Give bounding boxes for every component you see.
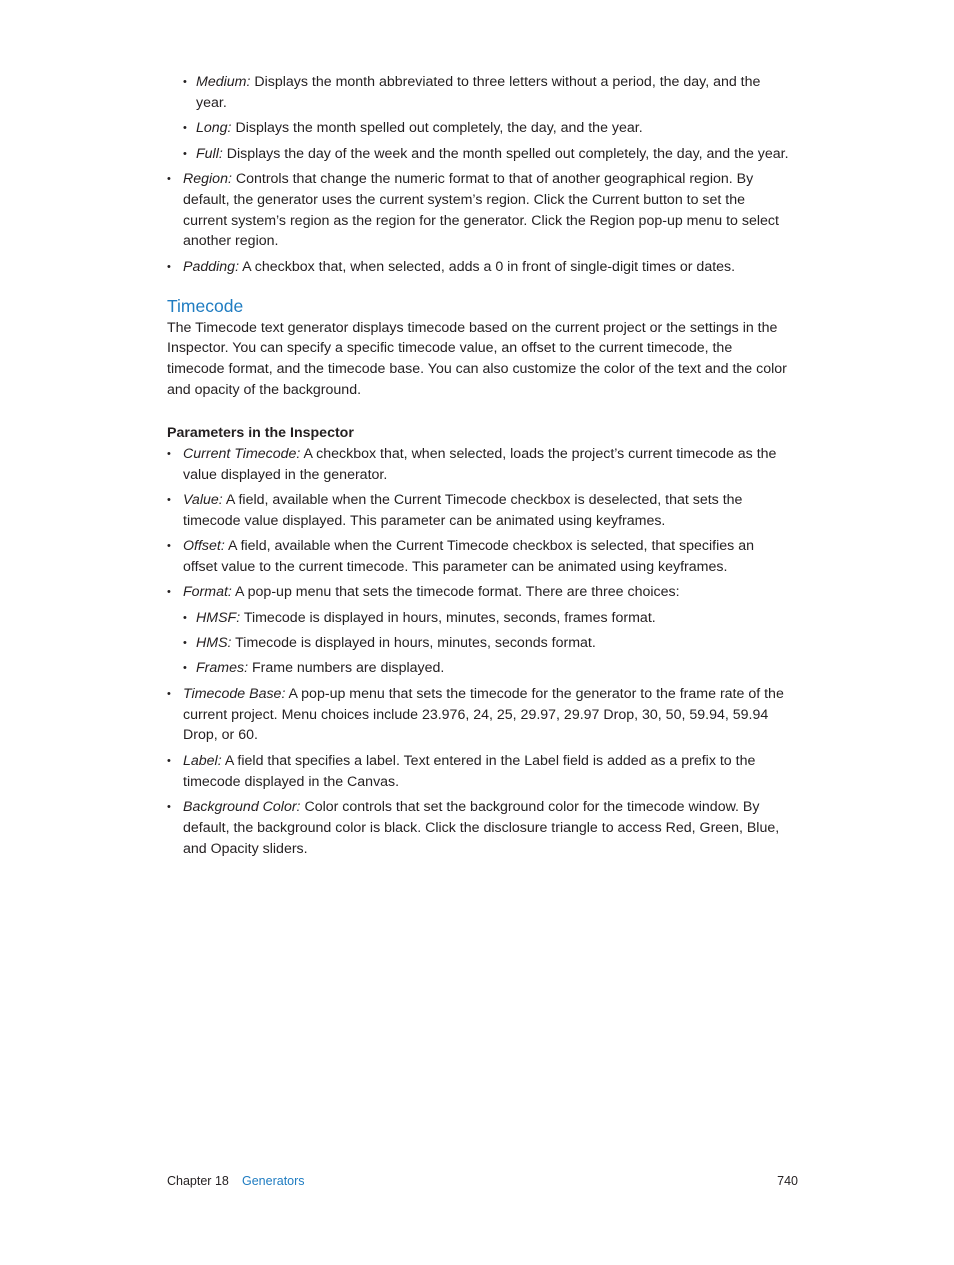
desc-background-color: Color controls that set the background color for the timecode window. By default, the background color is black. Click the disclosure triangle to access Red, Green, Blue, and Opacity sliders. (183, 799, 780, 857)
term-current-timecode: Current Timecode: (183, 445, 301, 462)
term-full: Full: (196, 145, 223, 162)
list-item-value (167, 490, 792, 532)
desc-format: A pop-up menu that sets the timecode format. There are three choices: (231, 584, 680, 601)
desc-value: A field, available when the Current Timecode checkbox is deselected, that sets the timecode value displayed. This parameter can be animated using keyframes. (183, 491, 743, 529)
term-frames: Frames: (196, 660, 249, 677)
list-item-label (167, 751, 792, 793)
list-item-offset (167, 536, 792, 578)
desc-label: A field that specifies a label. Text entered in the Label field is added as a prefix to the timecode displayed in the Canvas. (183, 752, 756, 790)
desc-long: Displays the month spelled out completely, the day, and the year. (231, 120, 643, 137)
list-item-padding (167, 257, 792, 278)
list-item-long (167, 118, 792, 139)
list-item-format (167, 582, 792, 603)
desc-timecode-base: A pop-up menu that sets the timecode for the generator to the frame rate of the current project. Menu choices include 23.976, 24, 25, 29.97, 29.97 Drop, 30, 50, 59.94, 59.94 Drop, or 60. (183, 685, 784, 744)
term-hmsf: HMSF: (196, 609, 241, 626)
desc-hms: Timecode is displayed in hours, minutes, seconds format. (231, 635, 596, 652)
footer-page-number: 740 (777, 1174, 798, 1188)
term-long: Long: (196, 120, 232, 137)
term-offset: Offset: (183, 538, 225, 555)
term-value: Value: (183, 491, 223, 508)
desc-frames: Frame numbers are displayed. (248, 660, 445, 677)
term-format: Format: (183, 584, 232, 601)
desc-medium: Displays the month abbreviated to three letters without a period, the day, and the year. (196, 74, 761, 111)
desc-current-timecode: A checkbox that, when selected, loads the project’s current timecode as the value displayed in the generator. (183, 445, 777, 483)
list-item-background-color (167, 797, 792, 859)
page-content (167, 72, 792, 864)
date-params-list (167, 169, 792, 278)
list-item-timecode-base (167, 684, 792, 746)
term-region: Region: (183, 170, 232, 187)
format-choices-list (167, 608, 792, 680)
subheading: Parameters in the Inspector (167, 424, 354, 441)
desc-offset: A field, available when the Current Timecode checkbox is selected, that specifies an offset value to the current timecode. This parameter can be animated using keyframes. (183, 538, 754, 575)
desc-full: Displays the day of the week and the month spelled out completely, the day, and the year. (222, 145, 789, 162)
list-item-full (167, 144, 792, 165)
list-item-hms (167, 633, 792, 654)
list-item-hmsf (167, 608, 792, 629)
inspector-params-list (167, 444, 792, 603)
desc-padding: A checkbox that, when selected, adds a 0 in front of single-digit times or dates. (239, 258, 736, 275)
inspector-params-list-continued (167, 684, 792, 860)
footer-chapter: Chapter 18 (167, 1174, 229, 1188)
date-format-list (167, 72, 792, 164)
term-background-color: Background Color: (183, 799, 301, 816)
list-item-region (167, 169, 792, 252)
term-label: Label: (183, 752, 222, 769)
section-intro: The Timecode text generator displays timecode based on the current project or the settings in the Inspector. You can specify a specific timecode value, an offset to the current timecode, the timecode format, and the timecode base. You can also customize the color of the text and the color and opacity of the background. (167, 319, 787, 398)
desc-region: Controls that change the numeric format to that of another geographical region. By default, the generator uses the current system’s region. Click the Current button to set the current system’s region as the region for the generator. Click the Region pop-up menu to select another region. (183, 170, 779, 250)
list-item-frames (167, 658, 792, 679)
desc-hmsf: Timecode is displayed in hours, minutes, seconds, frames format. (240, 609, 656, 626)
term-timecode-base: Timecode Base: (183, 685, 286, 702)
term-hms: HMS: (196, 635, 232, 652)
list-item-current-timecode (167, 444, 792, 486)
footer-section-link[interactable]: Generators (242, 1174, 305, 1188)
term-padding: Padding: (183, 258, 240, 275)
section-heading: Timecode (167, 295, 244, 316)
list-item-medium (167, 72, 792, 114)
term-medium: Medium: (196, 74, 251, 90)
